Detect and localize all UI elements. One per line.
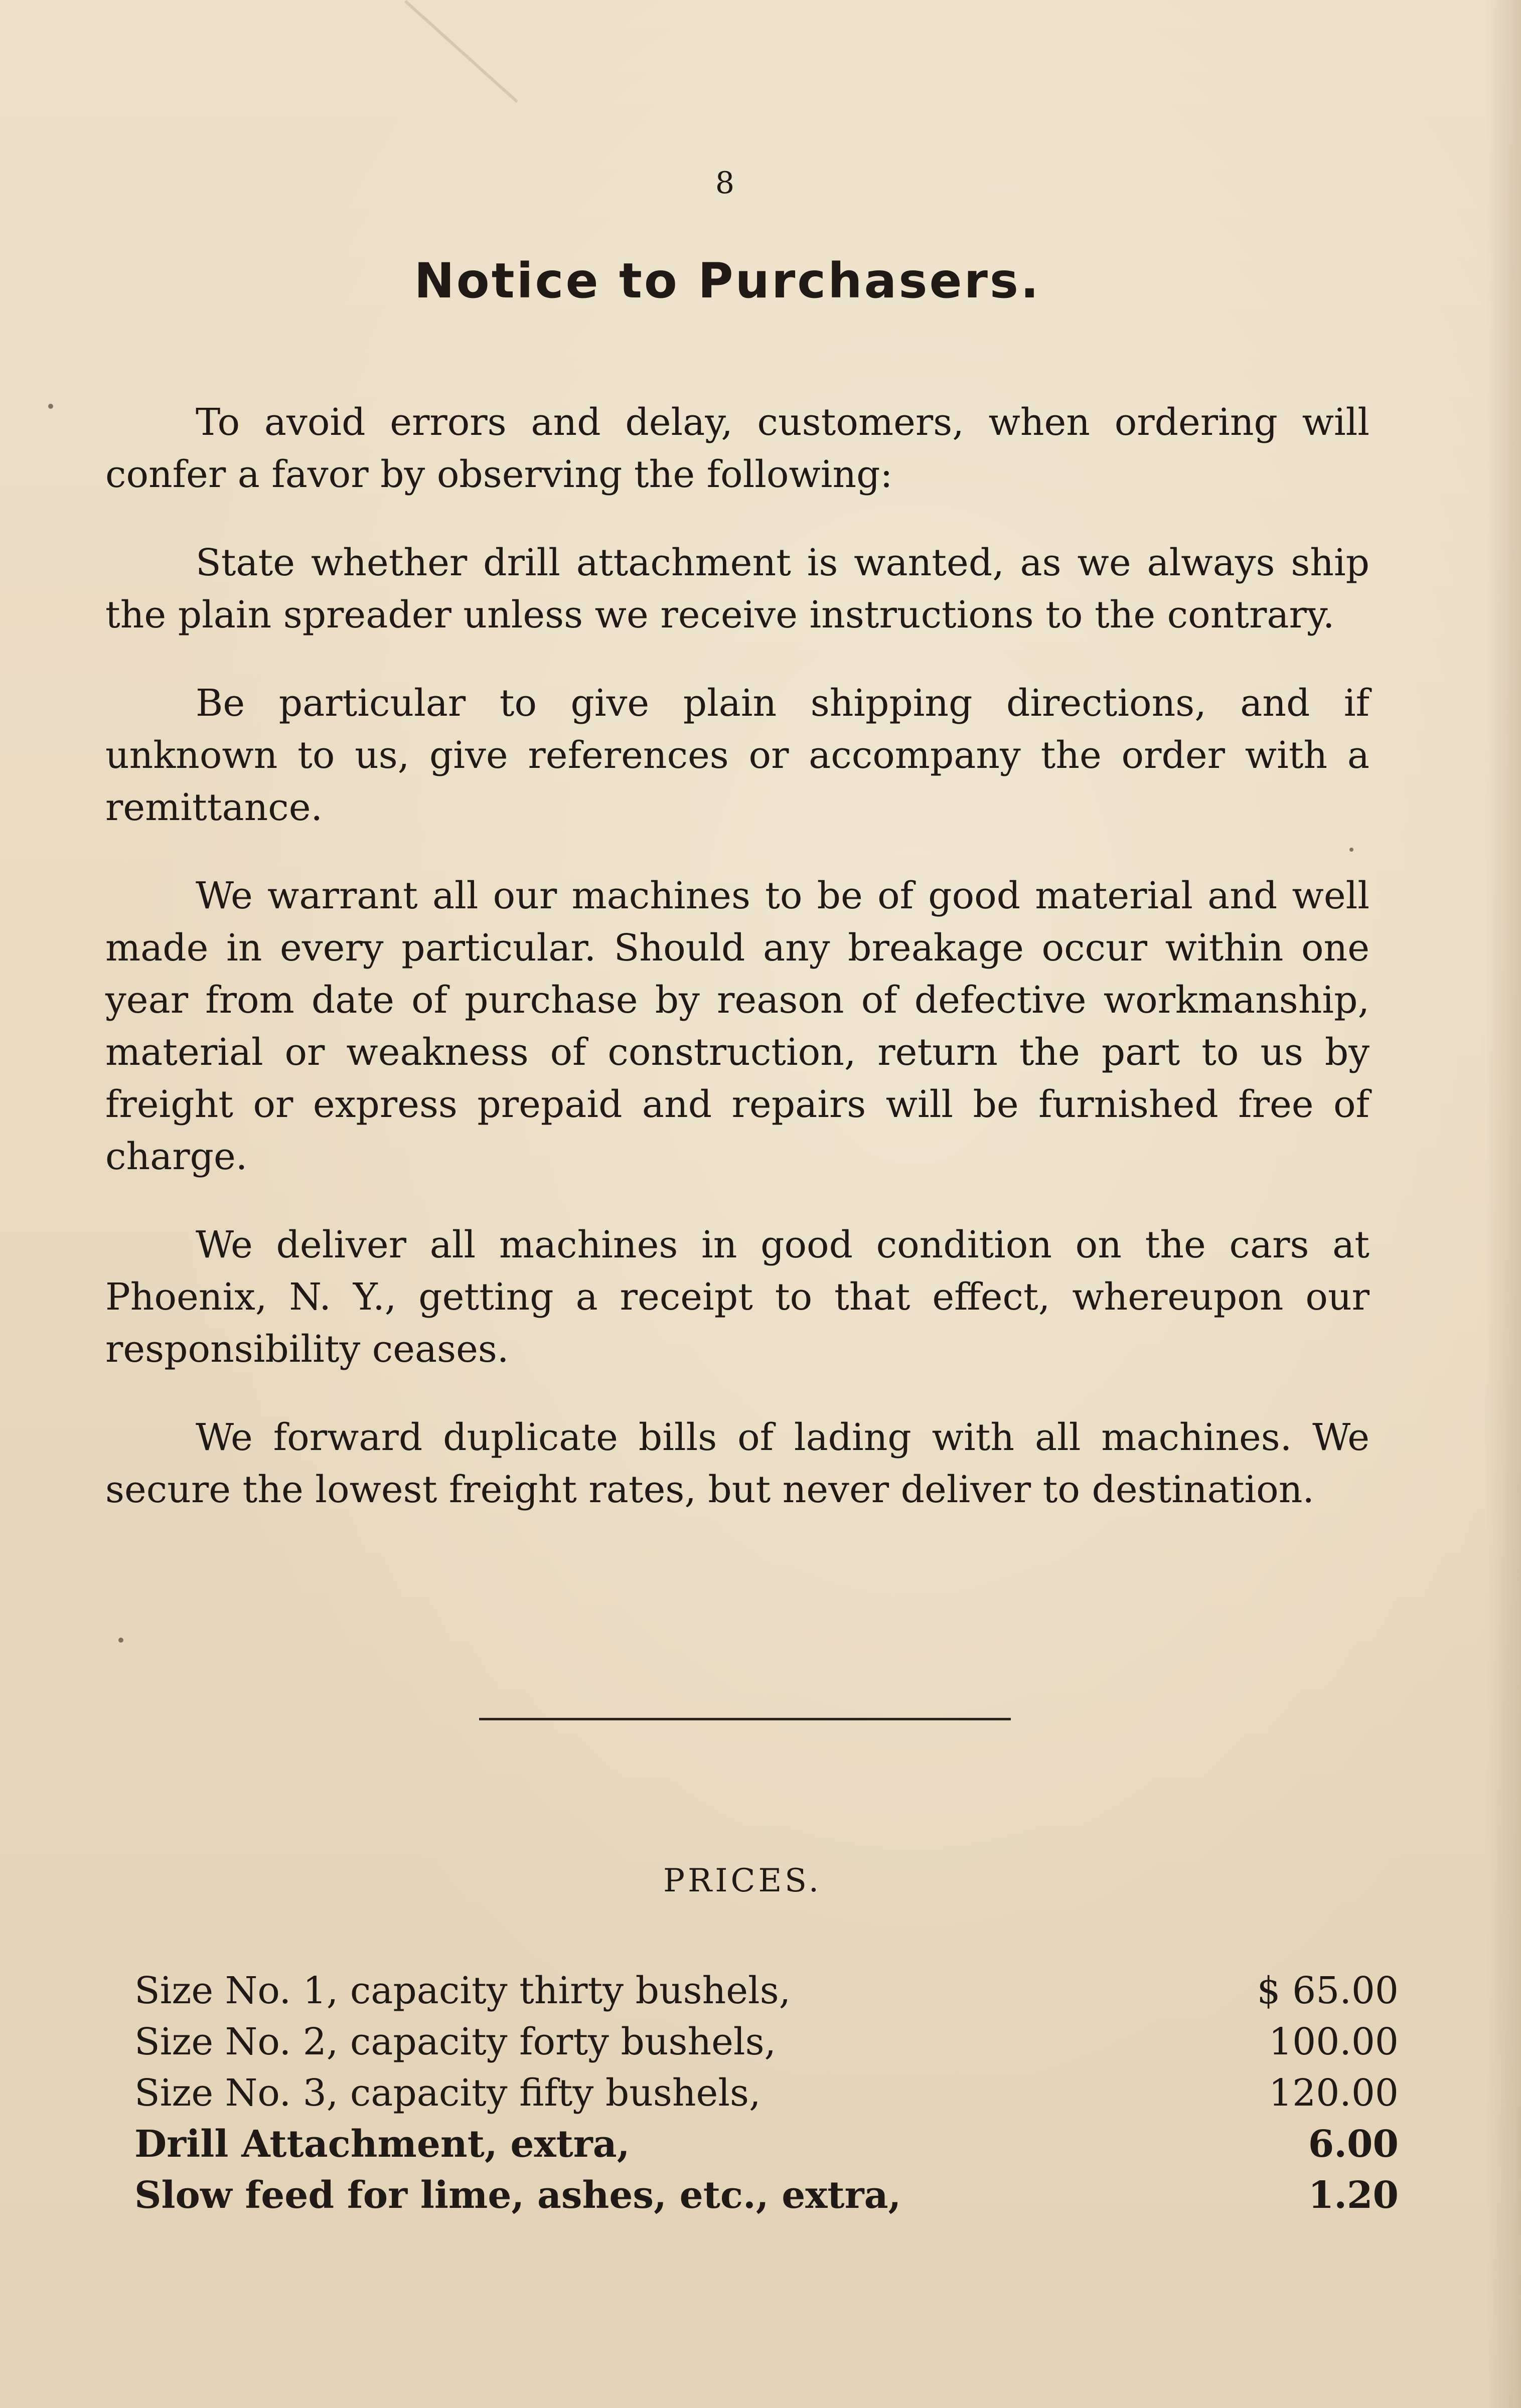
notice-body [105,396,1370,1552]
price-item-value: $ 65.00 [1257,1969,1399,2012]
paragraph-intro: To avoid errors and delay, customers, when ordering will confer a favor by observing the following: [105,401,1370,496]
page-number: 8 [715,166,735,201]
price-row [134,1965,1399,2016]
price-list [134,1965,1399,2221]
price-item-value: 1.20 [1308,2174,1399,2217]
paper-crease [404,0,518,103]
prices-heading: PRICES. [663,1862,822,1899]
paper-speck [48,404,53,409]
section-divider [479,1718,1011,1720]
price-item-label: Drill Attachment, extra, [134,2123,630,2166]
price-item-label: Size No. 1, capacity thirty bushels, [134,1969,791,2012]
paragraph-warranty: We warrant all our machines to be of good material and well made in every particular. Should any breakage occur within one year from date of purchase by reason of defective workmanship, material or weakness of construction, return the part to us by freight or express prepaid and repairs will be furnished free of charge. [105,874,1370,1178]
price-item-label: Size No. 3, capacity fifty bushels, [134,2071,761,2115]
paragraph-drill-attachment: State whether drill attachment is wanted, as we always ship the plain spreader unless we receive instructions to the contrary. [105,541,1370,636]
price-item-value: 6.00 [1308,2123,1399,2166]
price-row [134,2016,1399,2067]
page-edge-shadow [1486,0,1521,2408]
paragraph-shipping-directions: Be particular to give plain shipping directions, and if unknown to us, give references or accompany the order with a remittance. [105,682,1370,829]
price-row [134,2119,1399,2170]
paper-speck [118,1638,123,1643]
price-item-value: 100.00 [1269,2020,1399,2063]
page-title: Notice to Purchasers. [414,253,1041,309]
price-item-value: 120.00 [1269,2071,1399,2115]
price-row [134,2170,1399,2221]
paragraph-delivery: We deliver all machines in good condition on the cars at Phoenix, N. Y., getting a receipt to that effect, whereupon our responsibility ceases. [105,1223,1370,1371]
price-item-label: Slow feed for lime, ashes, etc., extra, [134,2174,901,2217]
paragraph-freight: We forward duplicate bills of lading with all machines. We secure the lowest freight rates, but never deliver to destination. [105,1416,1370,1511]
price-item-label: Size No. 2, capacity forty bushels, [134,2020,777,2063]
price-row [134,2067,1399,2119]
